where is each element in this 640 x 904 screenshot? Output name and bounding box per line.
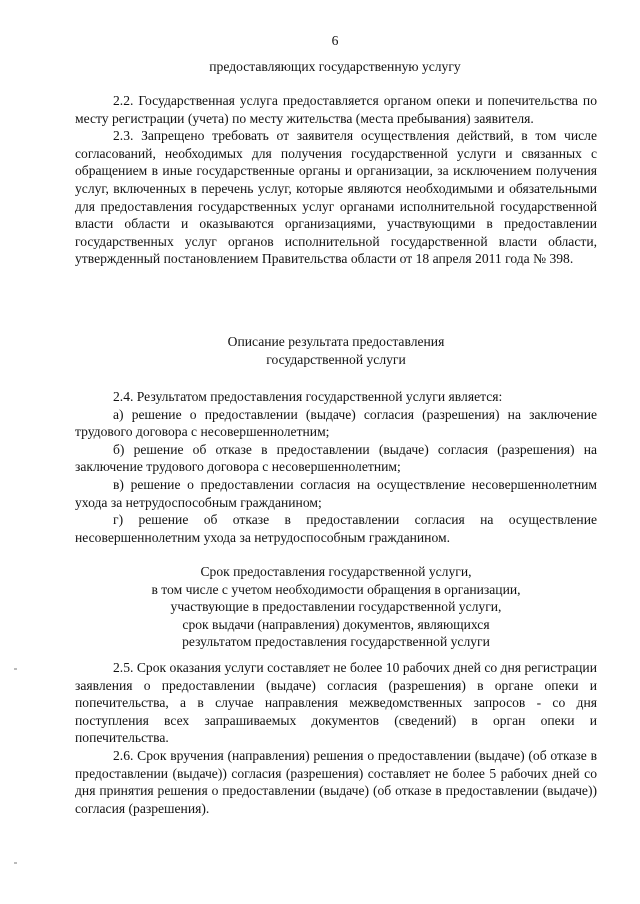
paragraphs-2-5-2-6	[75, 659, 597, 817]
page-number: 6	[331, 33, 339, 48]
list-item-g: г) решение об отказе в предоставлении согласия на осуществление несовершеннолетним ухода за нетрудоспособным гражданином.	[75, 512, 597, 545]
heading-result-line-2: государственной услуги	[266, 351, 406, 367]
section-title-continuation: предоставляющих государственную услугу	[209, 59, 461, 74]
paragraph-2-4-block	[75, 388, 597, 546]
heading-term-line-2: в том числе с учетом необходимости обращения в организации,	[151, 581, 521, 597]
paragraph-2-5: 2.5. Срок оказания услуги составляет не более 10 рабочих дней со дня регистрации заявления о предоставлении (выдаче) согласия (разрешения) в органе опеки и попечительства, а в случае направления межведомственных запросов - со дня поступления всех запрашиваемых документов (сведений) в орган опеки и попечительства.	[75, 660, 597, 746]
list-item-v: в) решение о предоставлении согласия на осуществление несовершеннолетним ухода за нетрудоспособным гражданином;	[75, 476, 597, 510]
heading-term-line-3: участвующие в предоставлении государственной услуги,	[170, 599, 502, 615]
paragraph-2-3: 2.3. Запрещено требовать от заявителя осуществления действий, в том числе согласований, необходимых для получения государственной услуги и связанных с обращением в иные государственные органы и организации, за исключением получения услуг, включенных в перечень услуг, которые являются необходимыми и обязательными для предоставления государственных услуг органами исполнительной государственной власти области и оказываются организациями, участвующими в предоставлении государственных услуг органов исполнительной государственной власти области, утвержденный постановлением Правительства области от 18 апреля 2011 года № 398.	[75, 128, 597, 267]
paragraph-2-4: 2.4. Результатом предоставления государственной услуги является:	[113, 389, 503, 404]
scan-speck	[14, 668, 17, 670]
heading-term-line-4: срок выдачи (направления) документов, являющихся	[182, 616, 490, 632]
heading-result	[75, 333, 597, 368]
paragraph-2-6: 2.6. Срок вручения (направления) решения о предоставлении (выдаче) (об отказе в предоставлении (выдаче)) согласия (разрешения) составляет не более 5 рабочих дней со дня принятия решения о предоставлении (выдаче) (об отказе в предоставлении (выдаче)) согласия (разрешения).	[75, 747, 597, 816]
list-item-a: а) решение о предоставлении (выдаче) согласия (разрешения) на заключение трудового договора с несовершеннолетним;	[75, 406, 597, 440]
paragraph-2-2: 2.2. Государственная услуга предоставляется органом опеки и попечительства по месту регистрации (учета) по месту жительства (места пребывания) заявителя.	[75, 93, 597, 126]
heading-term-line-5: результатом предоставления государственной услуги	[182, 634, 490, 650]
list-item-b: б) решение об отказе в предоставлении (выдаче) согласия (разрешения) на заключение трудового договора с несовершеннолетним;	[75, 441, 597, 475]
paragraphs-2-2-2-3	[75, 92, 597, 268]
heading-result-line-1: Описание результата предоставления	[227, 334, 445, 349]
scan-speck	[14, 862, 17, 864]
heading-term	[75, 563, 597, 651]
heading-term-line-1: Срок предоставления государственной услуги,	[200, 564, 472, 579]
